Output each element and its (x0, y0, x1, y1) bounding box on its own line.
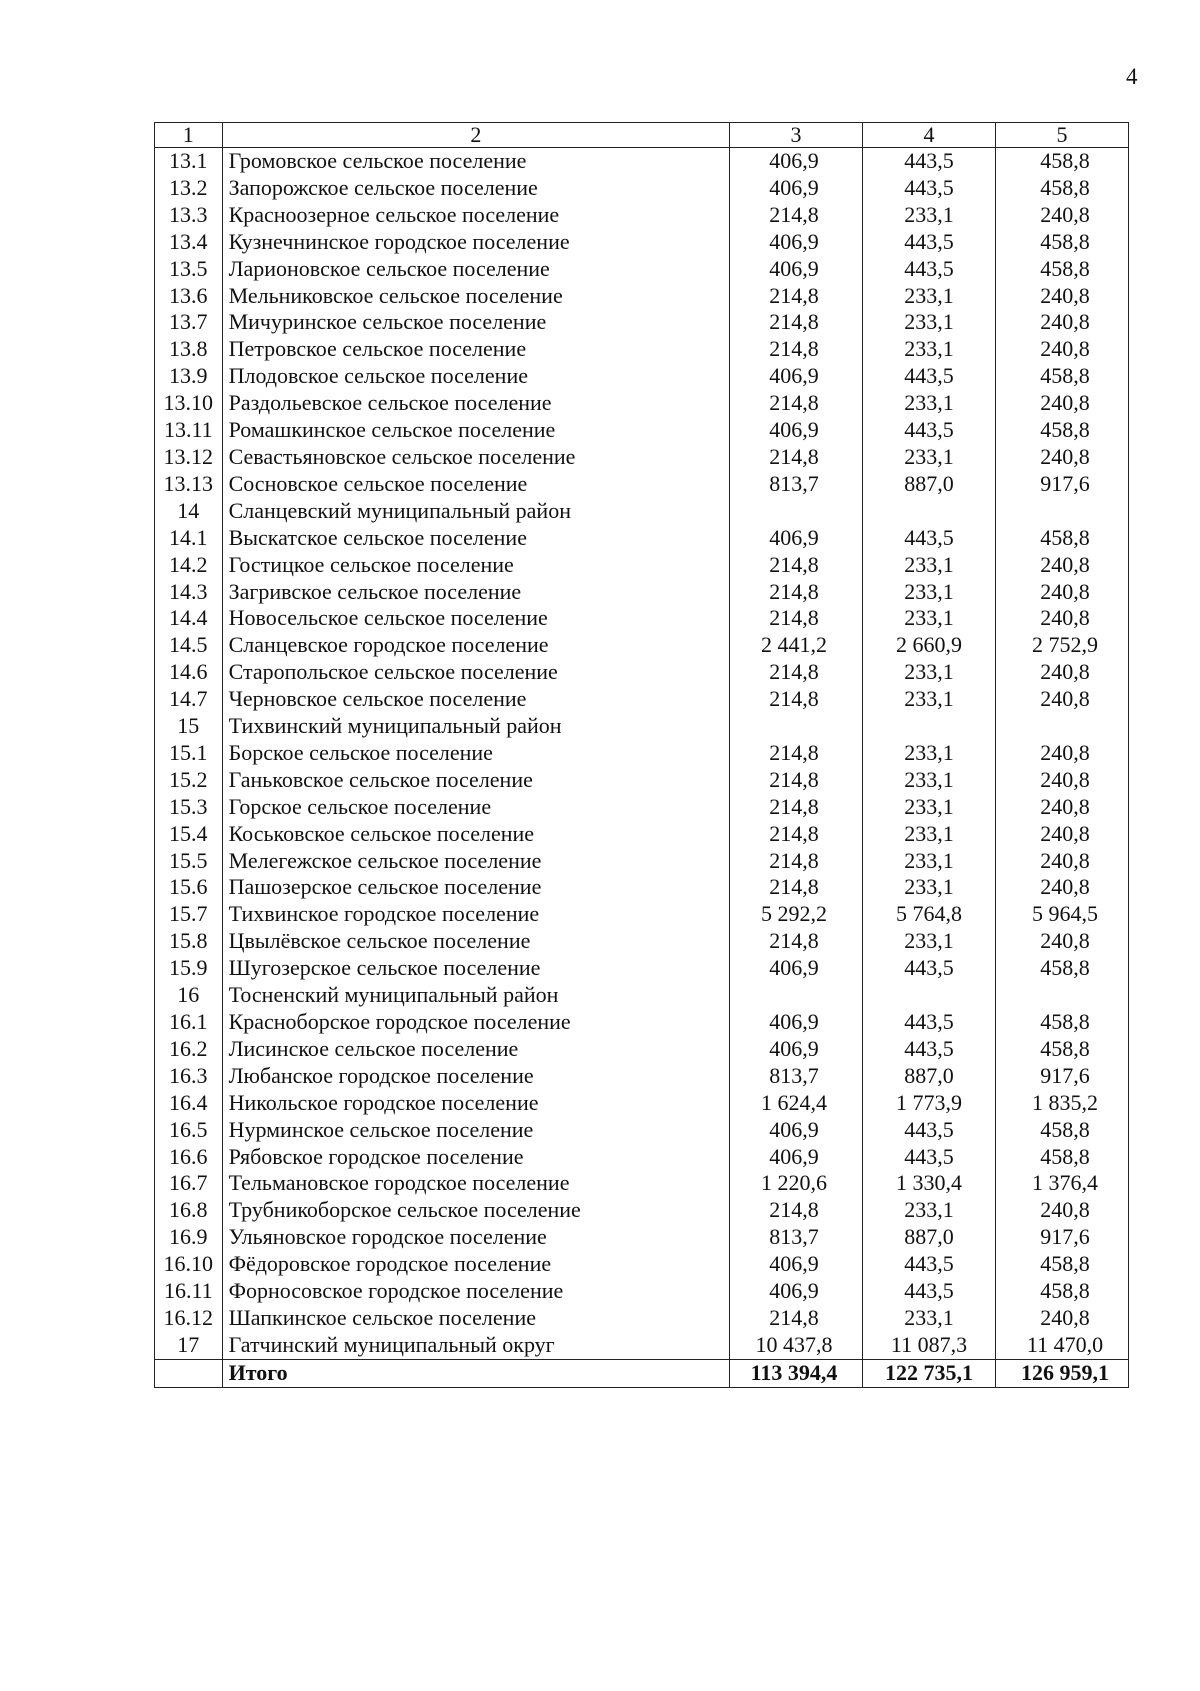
total-cell (155, 1359, 223, 1387)
value-col4-cell: 233,1 (863, 444, 996, 471)
row-number-cell: 13.7 (155, 309, 223, 336)
table-row (155, 1170, 1129, 1197)
row-number-cell: 16.8 (155, 1197, 223, 1224)
value-col5-cell: 458,8 (996, 955, 1129, 982)
settlement-name-cell: Мичуринское сельское поселение (222, 309, 729, 336)
value-col3-cell: 406,9 (730, 1009, 863, 1036)
value-col5-cell: 240,8 (996, 874, 1129, 901)
settlement-name-cell: Рябовское городское поселение (222, 1144, 729, 1171)
settlement-name-cell: Сланцевский муниципальный район (222, 498, 729, 525)
value-col4-cell: 233,1 (863, 848, 996, 875)
settlement-name-cell: Загривское сельское поселение (222, 579, 729, 606)
value-col4-cell: 233,1 (863, 928, 996, 955)
header-cell: 4 (863, 123, 996, 148)
row-number-cell: 16.1 (155, 1009, 223, 1036)
value-col4-cell: 233,1 (863, 740, 996, 767)
row-number-cell: 13.4 (155, 229, 223, 256)
row-number-cell: 16.11 (155, 1278, 223, 1305)
value-col4-cell: 233,1 (863, 659, 996, 686)
value-col5-cell: 240,8 (996, 1305, 1129, 1332)
value-col3-cell: 214,8 (730, 336, 863, 363)
value-col3-cell: 5 292,2 (730, 901, 863, 928)
table-row (155, 148, 1129, 175)
value-col3-cell: 214,8 (730, 848, 863, 875)
value-col4-cell: 443,5 (863, 525, 996, 552)
settlement-name-cell: Ульяновское городское поселение (222, 1224, 729, 1251)
value-col3-cell: 214,8 (730, 767, 863, 794)
value-col4-cell: 443,5 (863, 363, 996, 390)
value-col3-cell: 1 624,4 (730, 1090, 863, 1117)
row-number-cell: 13.3 (155, 202, 223, 229)
row-number-cell: 15.3 (155, 794, 223, 821)
value-col3-cell: 214,8 (730, 659, 863, 686)
value-col3-cell: 214,8 (730, 686, 863, 713)
settlement-name-cell: Петровское сельское поселение (222, 336, 729, 363)
settlement-name-cell: Раздольевское сельское поселение (222, 390, 729, 417)
value-col5-cell: 240,8 (996, 821, 1129, 848)
settlement-name-cell: Ганьковское сельское поселение (222, 767, 729, 794)
row-number-cell: 16.3 (155, 1063, 223, 1090)
value-col3-cell: 214,8 (730, 444, 863, 471)
value-col5-cell: 458,8 (996, 175, 1129, 202)
table-row (155, 1063, 1129, 1090)
value-col4-cell (863, 498, 996, 525)
value-col4-cell: 11 087,3 (863, 1332, 996, 1359)
settlement-name-cell: Ромашкинское сельское поселение (222, 417, 729, 444)
value-col5-cell: 240,8 (996, 202, 1129, 229)
table-row (155, 605, 1129, 632)
settlement-name-cell: Сланцевское городское поселение (222, 632, 729, 659)
value-col4-cell: 443,5 (863, 1144, 996, 1171)
settlement-name-cell: Любанское городское поселение (222, 1063, 729, 1090)
value-col3-cell: 813,7 (730, 1063, 863, 1090)
value-col3-cell: 406,9 (730, 256, 863, 283)
value-col5-cell: 458,8 (996, 1251, 1129, 1278)
value-col5-cell: 458,8 (996, 363, 1129, 390)
row-number-cell: 15.2 (155, 767, 223, 794)
settlement-name-cell: Громовское сельское поселение (222, 148, 729, 175)
value-col3-cell: 406,9 (730, 175, 863, 202)
settlement-name-cell: Нурминское сельское поселение (222, 1117, 729, 1144)
value-col5-cell: 458,8 (996, 1278, 1129, 1305)
settlement-name-cell: Форносовское городское поселение (222, 1278, 729, 1305)
value-col3-cell: 813,7 (730, 471, 863, 498)
total-cell: 122 735,1 (863, 1359, 996, 1387)
table-row (155, 1009, 1129, 1036)
table-row (155, 740, 1129, 767)
row-number-cell: 13.6 (155, 283, 223, 310)
value-col4-cell: 443,5 (863, 1036, 996, 1063)
row-number-cell: 15.8 (155, 928, 223, 955)
value-col3-cell: 406,9 (730, 148, 863, 175)
settlement-name-cell: Выскатское сельское поселение (222, 525, 729, 552)
page-number: 4 (1126, 64, 1138, 89)
value-col3-cell: 406,9 (730, 229, 863, 256)
table-row (155, 229, 1129, 256)
value-col3-cell: 214,8 (730, 390, 863, 417)
value-col5-cell: 458,8 (996, 525, 1129, 552)
row-number-cell: 16.10 (155, 1251, 223, 1278)
row-number-cell: 13.12 (155, 444, 223, 471)
table-row (155, 1278, 1129, 1305)
value-col5-cell (996, 982, 1129, 1009)
row-number-cell: 15 (155, 713, 223, 740)
value-col3-cell: 214,8 (730, 1305, 863, 1332)
table-header-row (155, 123, 1129, 148)
settlement-name-cell: Мелегежское сельское поселение (222, 848, 729, 875)
value-col3-cell: 214,8 (730, 552, 863, 579)
value-col5-cell: 458,8 (996, 1144, 1129, 1171)
table-row (155, 767, 1129, 794)
settlement-name-cell: Тельмановское городское поселение (222, 1170, 729, 1197)
value-col4-cell: 443,5 (863, 1009, 996, 1036)
value-col3-cell: 214,8 (730, 202, 863, 229)
settlement-name-cell: Борское сельское поселение (222, 740, 729, 767)
table-row (155, 1036, 1129, 1063)
row-number-cell: 16.2 (155, 1036, 223, 1063)
value-col5-cell: 240,8 (996, 283, 1129, 310)
table-row (155, 874, 1129, 901)
value-col3-cell: 214,8 (730, 605, 863, 632)
value-col3-cell: 214,8 (730, 928, 863, 955)
settlement-name-cell: Красноозерное сельское поселение (222, 202, 729, 229)
settlement-name-cell: Черновское сельское поселение (222, 686, 729, 713)
value-col4-cell (863, 713, 996, 740)
table-row (155, 256, 1129, 283)
value-col4-cell: 233,1 (863, 1197, 996, 1224)
value-col4-cell: 233,1 (863, 874, 996, 901)
settlement-name-cell: Никольское городское поселение (222, 1090, 729, 1117)
value-col4-cell: 5 764,8 (863, 901, 996, 928)
settlement-name-cell: Запорожское сельское поселение (222, 175, 729, 202)
row-number-cell: 14.6 (155, 659, 223, 686)
value-col5-cell: 240,8 (996, 390, 1129, 417)
row-number-cell: 16.6 (155, 1144, 223, 1171)
value-col3-cell: 406,9 (730, 1278, 863, 1305)
value-col3-cell: 406,9 (730, 1251, 863, 1278)
value-col3-cell: 214,8 (730, 821, 863, 848)
settlement-name-cell: Цвылёвское сельское поселение (222, 928, 729, 955)
row-number-cell: 13.2 (155, 175, 223, 202)
row-number-cell: 13.8 (155, 336, 223, 363)
row-number-cell: 13.10 (155, 390, 223, 417)
table-row (155, 202, 1129, 229)
settlement-name-cell: Ларионовское сельское поселение (222, 256, 729, 283)
total-cell: 126 959,1 (996, 1359, 1129, 1387)
value-col4-cell: 233,1 (863, 552, 996, 579)
value-col5-cell: 240,8 (996, 794, 1129, 821)
row-number-cell: 14.4 (155, 605, 223, 632)
table-row (155, 982, 1129, 1009)
table-row (155, 309, 1129, 336)
value-col3-cell: 406,9 (730, 525, 863, 552)
row-number-cell: 15.6 (155, 874, 223, 901)
value-col3-cell (730, 982, 863, 1009)
total-row (155, 1359, 1129, 1387)
value-col5-cell: 240,8 (996, 444, 1129, 471)
value-col4-cell: 233,1 (863, 686, 996, 713)
table-row (155, 525, 1129, 552)
value-col3-cell: 406,9 (730, 1036, 863, 1063)
value-col5-cell: 240,8 (996, 605, 1129, 632)
table-row (155, 713, 1129, 740)
value-col5-cell: 240,8 (996, 336, 1129, 363)
value-col5-cell (996, 498, 1129, 525)
table-row (155, 1251, 1129, 1278)
value-col3-cell: 2 441,2 (730, 632, 863, 659)
settlement-name-cell: Тосненский муниципальный район (222, 982, 729, 1009)
value-col4-cell: 443,5 (863, 1117, 996, 1144)
row-number-cell: 14.1 (155, 525, 223, 552)
value-col4-cell: 233,1 (863, 283, 996, 310)
value-col4-cell: 887,0 (863, 471, 996, 498)
value-col4-cell: 443,5 (863, 229, 996, 256)
table-row (155, 1197, 1129, 1224)
total-label: Итого (222, 1359, 729, 1387)
table-row (155, 363, 1129, 390)
value-col3-cell: 10 437,8 (730, 1332, 863, 1359)
value-col4-cell: 443,5 (863, 1278, 996, 1305)
table-row (155, 632, 1129, 659)
row-number-cell: 16.5 (155, 1117, 223, 1144)
settlement-name-cell: Новосельское сельское поселение (222, 605, 729, 632)
table-row (155, 390, 1129, 417)
value-col4-cell: 233,1 (863, 336, 996, 363)
row-number-cell: 15.1 (155, 740, 223, 767)
value-col3-cell (730, 713, 863, 740)
settlement-name-cell: Красноборское городское поселение (222, 1009, 729, 1036)
value-col5-cell: 2 752,9 (996, 632, 1129, 659)
settlement-name-cell: Коськовское сельское поселение (222, 821, 729, 848)
value-col4-cell: 443,5 (863, 955, 996, 982)
allocation-table (154, 122, 1129, 1388)
row-number-cell: 15.5 (155, 848, 223, 875)
value-col5-cell: 240,8 (996, 659, 1129, 686)
value-col3-cell: 214,8 (730, 1197, 863, 1224)
value-col3-cell: 406,9 (730, 1117, 863, 1144)
table-row (155, 283, 1129, 310)
settlement-name-cell: Кузнечнинское городское поселение (222, 229, 729, 256)
row-number-cell: 16.4 (155, 1090, 223, 1117)
table-row (155, 1090, 1129, 1117)
value-col5-cell: 458,8 (996, 1009, 1129, 1036)
value-col4-cell: 443,5 (863, 256, 996, 283)
value-col5-cell: 917,6 (996, 1063, 1129, 1090)
settlement-name-cell: Тихвинский муниципальный район (222, 713, 729, 740)
settlement-name-cell: Старопольское сельское поселение (222, 659, 729, 686)
table-row (155, 417, 1129, 444)
value-col5-cell: 11 470,0 (996, 1332, 1129, 1359)
table-row (155, 821, 1129, 848)
table-row (155, 848, 1129, 875)
row-number-cell: 14.5 (155, 632, 223, 659)
value-col5-cell: 458,8 (996, 417, 1129, 444)
value-col5-cell: 240,8 (996, 552, 1129, 579)
settlement-name-cell: Сосновское сельское поселение (222, 471, 729, 498)
value-col3-cell: 214,8 (730, 309, 863, 336)
value-col3-cell: 406,9 (730, 417, 863, 444)
value-col3-cell: 214,8 (730, 794, 863, 821)
table-row (155, 955, 1129, 982)
value-col4-cell: 233,1 (863, 309, 996, 336)
table-row (155, 336, 1129, 363)
header-cell: 3 (730, 123, 863, 148)
settlement-name-cell: Плодовское сельское поселение (222, 363, 729, 390)
table-row (155, 579, 1129, 606)
value-col5-cell (996, 713, 1129, 740)
row-number-cell: 13.11 (155, 417, 223, 444)
value-col4-cell: 233,1 (863, 821, 996, 848)
value-col4-cell: 443,5 (863, 148, 996, 175)
settlement-name-cell: Мельниковское сельское поселение (222, 283, 729, 310)
table-row (155, 471, 1129, 498)
settlement-name-cell: Лисинское сельское поселение (222, 1036, 729, 1063)
value-col5-cell: 458,8 (996, 256, 1129, 283)
value-col5-cell: 458,8 (996, 1117, 1129, 1144)
value-col3-cell: 406,9 (730, 955, 863, 982)
row-number-cell: 15.9 (155, 955, 223, 982)
row-number-cell: 17 (155, 1332, 223, 1359)
table-row (155, 659, 1129, 686)
value-col4-cell: 233,1 (863, 767, 996, 794)
value-col3-cell: 214,8 (730, 283, 863, 310)
table-row (155, 1117, 1129, 1144)
table-row (155, 928, 1129, 955)
value-col5-cell: 917,6 (996, 471, 1129, 498)
value-col4-cell: 443,5 (863, 175, 996, 202)
settlement-name-cell: Севастьяновское сельское поселение (222, 444, 729, 471)
row-number-cell: 16.12 (155, 1305, 223, 1332)
row-number-cell: 15.7 (155, 901, 223, 928)
row-number-cell: 14.2 (155, 552, 223, 579)
value-col4-cell: 1 330,4 (863, 1170, 996, 1197)
value-col5-cell: 240,8 (996, 740, 1129, 767)
value-col5-cell: 240,8 (996, 848, 1129, 875)
value-col4-cell (863, 982, 996, 1009)
table-row (155, 498, 1129, 525)
total-cell: 113 394,4 (730, 1359, 863, 1387)
row-number-cell: 16 (155, 982, 223, 1009)
table-row (155, 686, 1129, 713)
value-col5-cell: 240,8 (996, 1197, 1129, 1224)
value-col4-cell: 233,1 (863, 794, 996, 821)
table-row (155, 1144, 1129, 1171)
value-col4-cell: 233,1 (863, 202, 996, 229)
settlement-name-cell: Тихвинское городское поселение (222, 901, 729, 928)
value-col5-cell: 458,8 (996, 1036, 1129, 1063)
header-cell: 5 (996, 123, 1129, 148)
settlement-name-cell: Трубникоборское сельское поселение (222, 1197, 729, 1224)
value-col4-cell: 233,1 (863, 390, 996, 417)
value-col5-cell: 917,6 (996, 1224, 1129, 1251)
table-row (155, 444, 1129, 471)
value-col5-cell: 458,8 (996, 229, 1129, 256)
row-number-cell: 13.1 (155, 148, 223, 175)
value-col4-cell: 2 660,9 (863, 632, 996, 659)
header-cell: 1 (155, 123, 223, 148)
table-row (155, 901, 1129, 928)
table-row (155, 552, 1129, 579)
value-col4-cell: 887,0 (863, 1224, 996, 1251)
table-row (155, 794, 1129, 821)
row-number-cell: 15.4 (155, 821, 223, 848)
settlement-name-cell: Пашозерское сельское поселение (222, 874, 729, 901)
value-col3-cell: 214,8 (730, 874, 863, 901)
value-col5-cell: 240,8 (996, 309, 1129, 336)
value-col5-cell: 5 964,5 (996, 901, 1129, 928)
value-col5-cell: 240,8 (996, 767, 1129, 794)
row-number-cell: 14 (155, 498, 223, 525)
value-col3-cell: 1 220,6 (730, 1170, 863, 1197)
value-col5-cell: 1 835,2 (996, 1090, 1129, 1117)
value-col5-cell: 240,8 (996, 686, 1129, 713)
settlement-name-cell: Шапкинское сельское поселение (222, 1305, 729, 1332)
settlement-name-cell: Фёдоровское городское поселение (222, 1251, 729, 1278)
row-number-cell: 13.5 (155, 256, 223, 283)
settlement-name-cell: Горское сельское поселение (222, 794, 729, 821)
settlement-name-cell: Шугозерское сельское поселение (222, 955, 729, 982)
table-row (155, 1224, 1129, 1251)
value-col4-cell: 443,5 (863, 417, 996, 444)
row-number-cell: 16.7 (155, 1170, 223, 1197)
value-col3-cell: 406,9 (730, 363, 863, 390)
table-row (155, 175, 1129, 202)
value-col4-cell: 887,0 (863, 1063, 996, 1090)
row-number-cell: 14.3 (155, 579, 223, 606)
value-col3-cell: 214,8 (730, 740, 863, 767)
value-col3-cell (730, 498, 863, 525)
value-col4-cell: 233,1 (863, 605, 996, 632)
row-number-cell: 16.9 (155, 1224, 223, 1251)
row-number-cell: 13.9 (155, 363, 223, 390)
value-col5-cell: 458,8 (996, 148, 1129, 175)
settlement-name-cell: Гатчинский муниципальный округ (222, 1332, 729, 1359)
value-col3-cell: 214,8 (730, 579, 863, 606)
value-col4-cell: 233,1 (863, 579, 996, 606)
value-col3-cell: 813,7 (730, 1224, 863, 1251)
table-row (155, 1305, 1129, 1332)
header-cell: 2 (222, 123, 729, 148)
value-col5-cell: 240,8 (996, 928, 1129, 955)
settlement-name-cell: Гостицкое сельское поселение (222, 552, 729, 579)
value-col3-cell: 406,9 (730, 1144, 863, 1171)
row-number-cell: 13.13 (155, 471, 223, 498)
value-col4-cell: 1 773,9 (863, 1090, 996, 1117)
value-col5-cell: 1 376,4 (996, 1170, 1129, 1197)
value-col4-cell: 233,1 (863, 1305, 996, 1332)
value-col5-cell: 240,8 (996, 579, 1129, 606)
table-row (155, 1332, 1129, 1359)
row-number-cell: 14.7 (155, 686, 223, 713)
value-col4-cell: 443,5 (863, 1251, 996, 1278)
